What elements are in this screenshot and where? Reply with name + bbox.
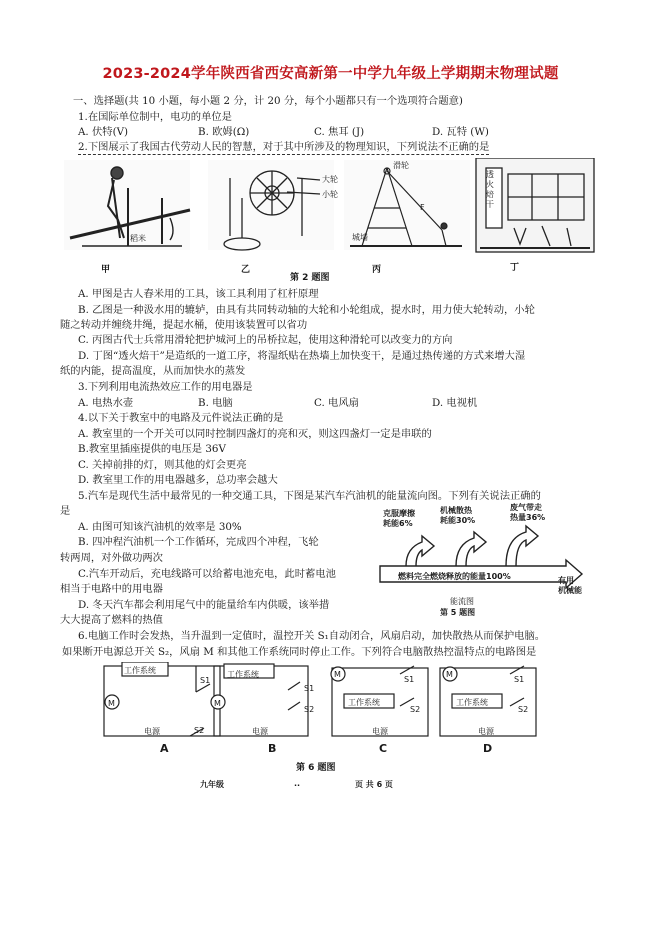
- circuit-b-s1: S1: [304, 684, 315, 693]
- cooling-arrow: [456, 532, 486, 566]
- circuit-b-motor: M: [214, 699, 221, 708]
- circuit-c-s2: S2: [410, 705, 421, 714]
- q5-option-c: C.汽车开动后，充电线路可以给蓄电池充电，此时蓄电池: [78, 568, 336, 580]
- q5-option-b-cont: 转两周，对外做功两次: [60, 552, 163, 564]
- q1-option-b: B. 欧姆(Ω): [198, 126, 250, 138]
- circuit-b-s2: S2: [304, 705, 315, 714]
- bing-pulley-label: 滑轮: [393, 161, 409, 170]
- exam-title: 2023-2024学年陕西省西安高新第一中学九年级上学期期末物理试题: [102, 66, 559, 82]
- jia-rice-label: 稻米: [130, 234, 146, 243]
- figure-jia-rice-pounder: [64, 160, 190, 250]
- circuit-c-s1: S1: [404, 675, 415, 684]
- q6-figure-caption: 第 6 题图: [296, 763, 336, 773]
- q1-option-d: D. 瓦特 (W): [432, 126, 489, 138]
- section-heading: 一、选择题(共 10 小题，每小题 2 分，计 20 分，每个小题都只有一个选项符合题意): [73, 95, 463, 107]
- q2-option-d-cont: 纸的内能，提高温度，从而加快水的蒸发: [60, 365, 246, 377]
- circuit-d-work-label: 工作系统: [456, 698, 488, 707]
- q5-useful-label: 有用 机械能: [558, 576, 582, 595]
- q2-option-a: A. 甲图是古人舂米用的工具，该工具利用了杠杆原理: [78, 288, 319, 300]
- q4-option-c: C. 关掉前排的灯，则其他的灯会更亮: [78, 459, 247, 471]
- figure-label-ding: 丁: [510, 263, 520, 273]
- circuit-c-work-label: 工作系统: [348, 698, 380, 707]
- figure-yi-windlass: [208, 160, 334, 250]
- figure-label-yi: 乙: [241, 265, 251, 275]
- q2-figure-caption: 第 2 题图: [290, 273, 330, 283]
- q5-main-energy-label: 燃料完全燃烧释放的能量100%: [398, 572, 511, 581]
- q5-stem-cont: 是: [60, 505, 71, 517]
- q3-option-b: B. 电脑: [198, 397, 233, 409]
- circuit-option-d: D: [483, 742, 493, 755]
- q5-stem: 5.汽车是现代生活中最常见的一种交通工具，下图是某汽车汽油机的能量流向图。下列有关说法正确的: [78, 490, 541, 502]
- q2-option-c: C. 丙图古代士兵常用滑轮把护城河上的吊桥拉起，使用这种滑轮可以改变力的方向: [78, 334, 453, 346]
- q3-option-c: C. 电风扇: [314, 397, 359, 409]
- q2-option-b: B. 乙图是一种汲水用的辘轳，由具有共同转动轴的大轮和小轮组成，提水时，用力使大轮转动，小轮: [78, 304, 535, 316]
- q2-stem: 2.下图展示了我国古代劳动人民的智慧，对于其中所涉及的物理知识，下列说法不正确的是: [78, 141, 490, 153]
- q5-cooling-label: 机械散热 耗能30%: [440, 506, 476, 525]
- circuit-a: [104, 662, 220, 736]
- q1-option-a: A. 伏特(V): [78, 126, 129, 138]
- q5-figure-subtitle: 能流图: [450, 597, 474, 606]
- bing-ground-label: 城墙: [352, 233, 368, 242]
- q5-option-c-cont: 相当于电路中的用电器: [60, 583, 163, 595]
- q5-figure-caption: 第 5 题图: [440, 608, 476, 617]
- friction-arrow: [406, 536, 434, 566]
- q3-option-a: A. 电热水壶: [78, 397, 134, 409]
- q3-option-d: D. 电视机: [432, 397, 478, 409]
- circuit-option-a: A: [160, 742, 169, 755]
- circuit-a-power: 电源: [144, 727, 160, 736]
- circuit-b-power: 电源: [252, 727, 268, 736]
- circuit-a-s1: S1: [200, 676, 211, 685]
- circuit-a-s2: S2: [194, 726, 205, 735]
- circuit-a-work-label: 工作系统: [124, 666, 156, 675]
- q5-friction-label: 克服摩擦 耗能6%: [383, 509, 415, 528]
- q4-stem: 4.以下关于教室中的电路及元件说法正确的是: [78, 412, 284, 424]
- yi-big-wheel-label: 大轮: [322, 175, 338, 184]
- circuit-d-s1: S1: [514, 675, 525, 684]
- q6-stem-cont: 如果断开电源总开关 S₂，风扇 M 和其他工作系统同时停止工作。下列符合电脑散热控温特点的电路图是: [62, 646, 537, 658]
- circuit-b-work-label: 工作系统: [227, 670, 259, 679]
- q4-option-a: A. 教室里的一个开关可以同时控制四盏灯的亮和灭，则这四盏灯一定是串联的: [78, 428, 432, 440]
- circuit-d-power: 电源: [478, 727, 494, 736]
- circuit-d-motor: M: [446, 670, 453, 679]
- q5-option-b: B. 四冲程汽油机一个工作循环，完成四个冲程，飞轮: [78, 536, 319, 548]
- q6-stem: 6.电脑工作时会发热，当升温到一定值时，温控开关 S₁自动闭合，风扇启动，加快散热从而保护电脑。: [78, 630, 546, 642]
- footer-grade: 九年级: [200, 780, 224, 789]
- q2-option-b-cont: 随之转动并缠绕井绳，提起水桶，使用该装置可以省功: [60, 319, 308, 331]
- q1-stem: 1.在国际单位制中，电功的单位是: [78, 111, 232, 123]
- figure-label-bing: 丙: [372, 265, 382, 275]
- yi-small-wheel-label: 小轮: [322, 190, 338, 199]
- circuit-option-c: C: [379, 742, 388, 755]
- circuit-option-b: B: [268, 742, 277, 755]
- q4-option-d: D. 教室里工作的用电器越多，总功率会越大: [78, 474, 278, 486]
- q5-exhaust-label: 废气带走 热量36%: [510, 503, 546, 522]
- ding-vertical-text: 透 火 焙 干: [486, 170, 494, 209]
- figure-label-jia: 甲: [101, 265, 111, 275]
- q3-stem: 3.下列利用电流热效应工作的用电器是: [78, 381, 253, 393]
- circuit-c-power: 电源: [372, 727, 388, 736]
- q5-option-a: A. 由图可知该汽油机的效率是 30%: [78, 521, 242, 533]
- bing-force-label: F: [420, 203, 425, 212]
- circuit-d-s2: S2: [518, 705, 529, 714]
- q1-option-c: C. 焦耳 (J): [314, 126, 365, 138]
- circuit-a-motor: M: [108, 699, 115, 708]
- q4-option-b: B.教室里插座提供的电压是 36V: [78, 443, 226, 455]
- footer-page: 页 共 6 页: [355, 780, 393, 789]
- q2-option-d: D. 丁图“透火焙干”是造纸的一道工序，将湿纸贴在热墙上加快变干，是通过热传递的方式来增大湿: [78, 350, 526, 362]
- footer-dots: ..: [294, 779, 301, 788]
- q5-option-d: D. 冬天汽车都会利用尾气中的能量给车内供暖，该举措: [78, 599, 330, 611]
- exhaust-arrow: [506, 526, 538, 566]
- circuit-c-motor: M: [334, 670, 341, 679]
- q5-option-d-cont: 大大提高了燃料的热值: [60, 614, 163, 626]
